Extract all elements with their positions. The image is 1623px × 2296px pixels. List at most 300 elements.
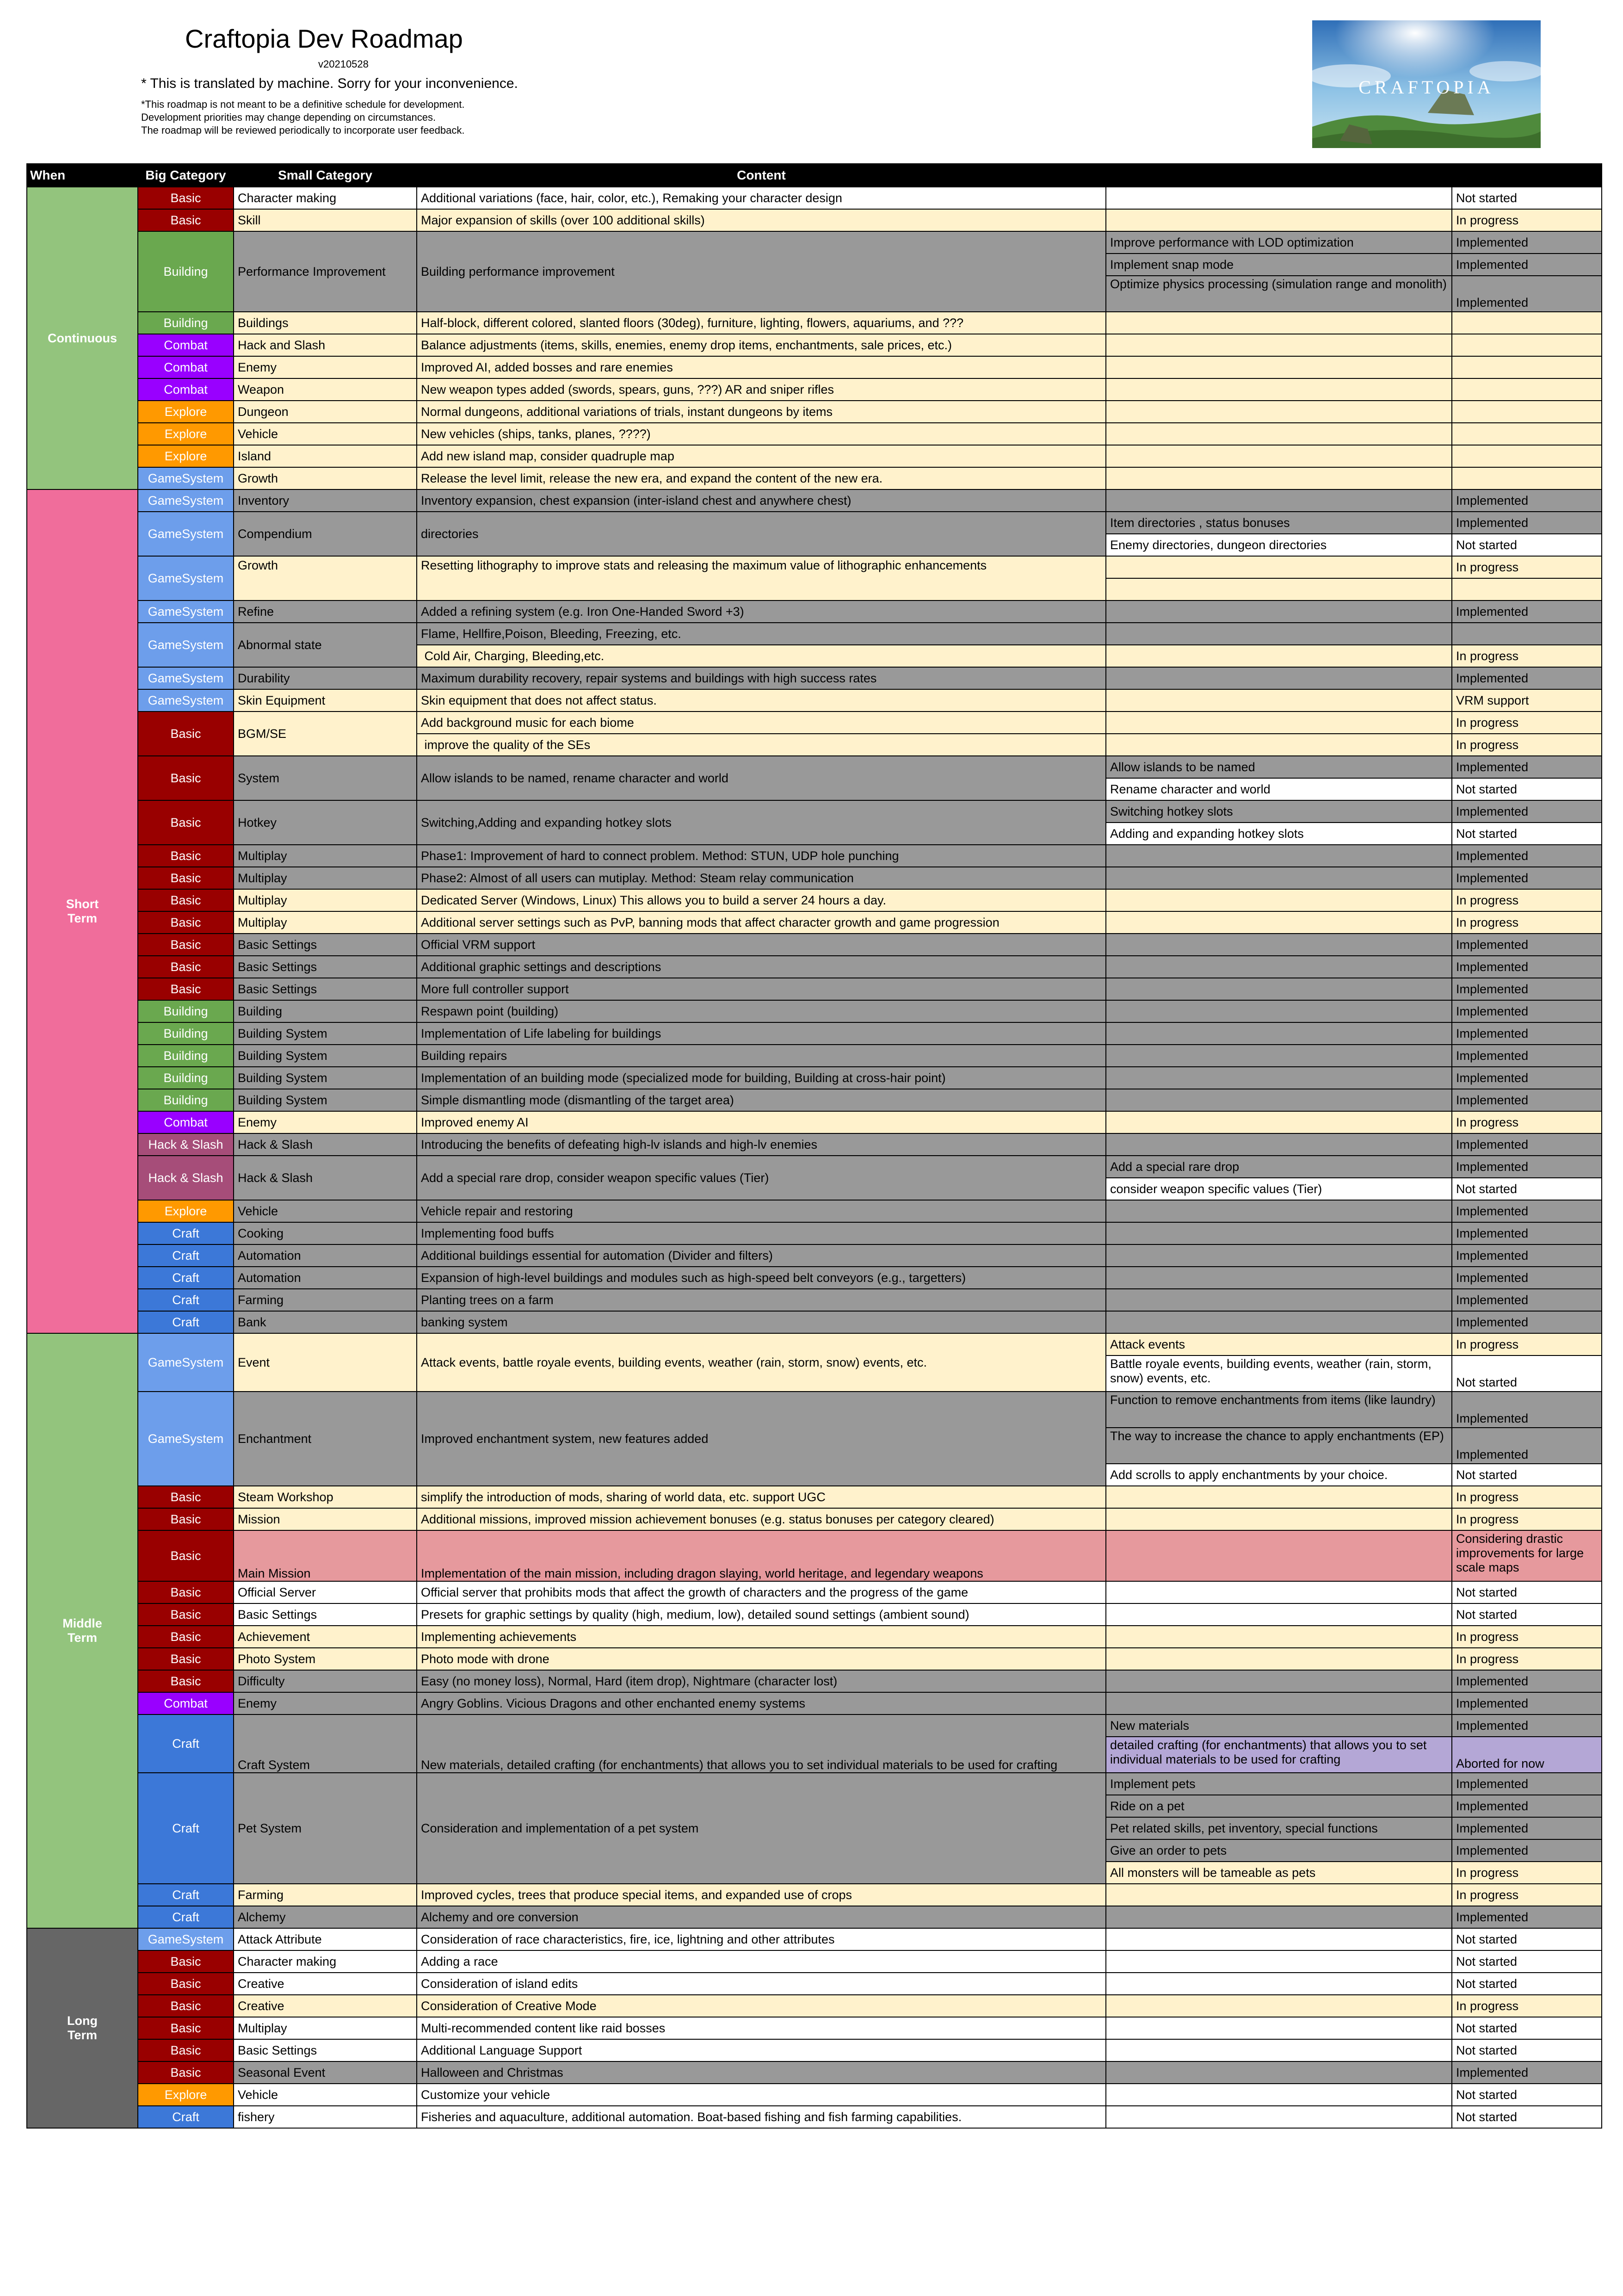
big-category-cell: Combat: [138, 1692, 234, 1714]
detail-cell: [1106, 1530, 1452, 1581]
small-category-cell: Farming: [234, 1289, 417, 1311]
status-cell: Implemented: [1452, 1817, 1602, 1839]
small-category-cell: System: [234, 756, 417, 800]
detail-cell: Ride on a pet: [1106, 1795, 1452, 1817]
detail-cell: Adding and expanding hotkey slots: [1106, 823, 1452, 845]
status-cell: In progress: [1452, 1333, 1602, 1355]
big-category-cell: Explore: [138, 1200, 234, 1222]
status-cell: In progress: [1452, 911, 1602, 934]
table-row: [27, 1581, 1602, 1603]
status-cell: [1452, 378, 1602, 401]
detail-cell: [1106, 1222, 1452, 1244]
big-category-cell: GameSystem: [138, 512, 234, 556]
content-cell: Alchemy and ore conversion: [417, 1906, 1106, 1928]
detail-cell: Attack events: [1106, 1333, 1452, 1355]
table-row: [27, 356, 1602, 378]
detail-cell: [1106, 1670, 1452, 1692]
content-cell: Building performance improvement: [417, 231, 1106, 312]
status-cell: [1452, 334, 1602, 356]
status-cell: In progress: [1452, 645, 1602, 667]
big-category-cell: Craft: [138, 2106, 234, 2128]
big-category-cell: Basic: [138, 1626, 234, 1648]
big-category-cell: Craft: [138, 1311, 234, 1333]
table-row: [27, 756, 1602, 778]
content-cell: Improved cycles, trees that produce special items, and expanded use of crops: [417, 1884, 1106, 1906]
content-cell: Phase2: Almost of all users can mutiplay. Method: Steam relay communication: [417, 867, 1106, 889]
content-cell: Presets for graphic settings by quality (high, medium, low), detailed sound settings (ambient sound): [417, 1603, 1106, 1626]
content-cell: Angry Goblins. Vicious Dragons and other enchanted enemy systems: [417, 1692, 1106, 1714]
detail-cell: [1106, 1692, 1452, 1714]
content-cell: Allow islands to be named, rename character and world: [417, 756, 1106, 800]
disclaimer-line-2: Development priorities may change depending on circumstances.: [141, 111, 436, 123]
status-cell: Not started: [1452, 1355, 1602, 1392]
status-cell: Implemented: [1452, 1839, 1602, 1862]
big-category-cell: Combat: [138, 334, 234, 356]
craftopia-logo: [1312, 20, 1541, 148]
small-category-cell: Building System: [234, 1022, 417, 1045]
status-cell: In progress: [1452, 1626, 1602, 1648]
detail-cell: [1106, 1289, 1452, 1311]
detail-cell: [1106, 1906, 1452, 1928]
status-cell: Not started: [1452, 1581, 1602, 1603]
content-cell: Normal dungeons, additional variations of trials, instant dungeons by items: [417, 401, 1106, 423]
status-cell: Not started: [1452, 1950, 1602, 1973]
table-row: [27, 1603, 1602, 1626]
big-category-cell: Basic: [138, 209, 234, 231]
status-cell: Not started: [1452, 2017, 1602, 2039]
detail-cell: Improve performance with LOD optimization: [1106, 231, 1452, 254]
content-cell: Vehicle repair and restoring: [417, 1200, 1106, 1222]
small-category-cell: Creative: [234, 1973, 417, 1995]
status-cell: Implemented: [1452, 1267, 1602, 1289]
col-status: [1452, 164, 1602, 187]
content-cell: Add background music for each biome: [417, 712, 1106, 734]
big-category-cell: Building: [138, 1089, 234, 1111]
big-category-cell: GameSystem: [138, 489, 234, 512]
status-cell: Implemented: [1452, 934, 1602, 956]
page-title: Craftopia Dev Roadmap: [185, 24, 463, 53]
detail-cell: [1106, 401, 1452, 423]
content-cell: Respawn point (building): [417, 1000, 1106, 1022]
small-category-cell: Building System: [234, 1089, 417, 1111]
table-row: [27, 889, 1602, 911]
detail-cell: [1106, 1311, 1452, 1333]
content-cell: Official VRM support: [417, 934, 1106, 956]
status-cell: Implemented: [1452, 276, 1602, 312]
small-category-cell: Growth: [234, 467, 417, 489]
detail-cell: [1106, 187, 1452, 209]
big-category-cell: Combat: [138, 1111, 234, 1133]
detail-cell: [1106, 667, 1452, 689]
table-row: [27, 689, 1602, 712]
content-cell: simplify the introduction of mods, sharing of world data, etc. support UGC: [417, 1486, 1106, 1508]
table-row: [27, 2017, 1602, 2039]
small-category-cell: Photo System: [234, 1648, 417, 1670]
table-row: [27, 2106, 1602, 2128]
detail-cell: [1106, 845, 1452, 867]
table-row: [27, 667, 1602, 689]
detail-cell: [1106, 1045, 1452, 1067]
detail-cell: [1106, 378, 1452, 401]
big-category-cell: Basic: [138, 1995, 234, 2017]
big-category-cell: Basic: [138, 1486, 234, 1508]
big-category-cell: Hack & Slash: [138, 1133, 234, 1156]
small-category-cell: Mission: [234, 1508, 417, 1530]
big-category-cell: GameSystem: [138, 600, 234, 623]
detail-cell: Implement pets: [1106, 1773, 1452, 1795]
big-category-cell: GameSystem: [138, 667, 234, 689]
content-cell: Release the level limit, release the new era, and expand the content of the new era.: [417, 467, 1106, 489]
big-category-cell: Combat: [138, 378, 234, 401]
status-cell: Implemented: [1452, 1022, 1602, 1045]
content-cell: banking system: [417, 1311, 1106, 1333]
table-row: [27, 1508, 1602, 1530]
status-cell: Implemented: [1452, 1045, 1602, 1067]
small-category-cell: Vehicle: [234, 1200, 417, 1222]
table-row: [27, 978, 1602, 1000]
big-category-cell: Basic: [138, 1581, 234, 1603]
detail-cell: Add scrolls to apply enchantments by your choice.: [1106, 1464, 1452, 1486]
table-row: [27, 800, 1602, 823]
big-category-cell: Explore: [138, 445, 234, 467]
detail-cell: Implement snap mode: [1106, 254, 1452, 276]
small-category-cell: Enemy: [234, 356, 417, 378]
status-cell: Implemented: [1452, 1392, 1602, 1428]
detail-cell: [1106, 423, 1452, 445]
detail-cell: [1106, 1089, 1452, 1111]
detail-cell: [1106, 734, 1452, 756]
status-cell: [1452, 423, 1602, 445]
status-cell: In progress: [1452, 1508, 1602, 1530]
small-category-cell: Alchemy: [234, 1906, 417, 1928]
small-category-cell: Bank: [234, 1311, 417, 1333]
big-category-cell: Combat: [138, 356, 234, 378]
detail-cell: [1106, 556, 1452, 578]
table-row: [27, 2039, 1602, 2061]
content-cell: Additional graphic settings and descriptions: [417, 956, 1106, 978]
detail-cell: [1106, 1267, 1452, 1289]
detail-cell: [1106, 2106, 1452, 2128]
detail-cell: [1106, 1000, 1452, 1022]
detail-cell: [1106, 334, 1452, 356]
content-cell: Implementation of Life labeling for buildings: [417, 1022, 1106, 1045]
small-category-cell: Building System: [234, 1045, 417, 1067]
table-row: [27, 231, 1602, 254]
content-cell: Inventory expansion, chest expansion (inter-island chest and anywhere chest): [417, 489, 1106, 512]
content-cell: New materials, detailed crafting (for enchantments) that allows you to set individual materials to be used for crafting: [417, 1714, 1106, 1773]
status-cell: Implemented: [1452, 978, 1602, 1000]
detail-cell: [1106, 356, 1452, 378]
small-category-cell: Creative: [234, 1995, 417, 2017]
detail-cell: [1106, 1648, 1452, 1670]
big-category-cell: GameSystem: [138, 467, 234, 489]
content-cell: Additional Language Support: [417, 2039, 1106, 2061]
content-cell: Added a refining system (e.g. Iron One-Handed Sword +3): [417, 600, 1106, 623]
status-cell: Not started: [1452, 1973, 1602, 1995]
detail-cell: [1106, 1928, 1452, 1950]
content-cell: Photo mode with drone: [417, 1648, 1106, 1670]
table-row: [27, 867, 1602, 889]
big-category-cell: Explore: [138, 423, 234, 445]
content-cell: Skin equipment that does not affect status.: [417, 689, 1106, 712]
status-cell: Not started: [1452, 1928, 1602, 1950]
detail-cell: Battle royale events, building events, weather (rain, storm, snow) events, etc.: [1106, 1355, 1452, 1392]
content-cell: Additional missions, improved mission achievement bonuses (e.g. status bonuses per category cleared): [417, 1508, 1106, 1530]
detail-cell: [1106, 2039, 1452, 2061]
table-row: [27, 1973, 1602, 1995]
phase-cell: Long Term: [27, 1928, 138, 2128]
big-category-cell: Building: [138, 231, 234, 312]
table-row: [27, 209, 1602, 231]
small-category-cell: Event: [234, 1333, 417, 1392]
big-category-cell: Basic: [138, 2017, 234, 2039]
small-category-cell: Automation: [234, 1267, 417, 1289]
content-cell: Phase1: Improvement of hard to connect problem. Method: STUN, UDP hole punching: [417, 845, 1106, 867]
big-category-cell: Basic: [138, 1973, 234, 1995]
small-category-cell: Basic Settings: [234, 1603, 417, 1626]
big-category-cell: Basic: [138, 187, 234, 209]
big-category-cell: Basic: [138, 1603, 234, 1626]
detail-cell: [1106, 445, 1452, 467]
content-cell: Resetting lithography to improve stats and releasing the maximum value of lithographic enhancements: [417, 556, 1106, 600]
table-row: [27, 1111, 1602, 1133]
big-category-cell: Explore: [138, 401, 234, 423]
status-cell: Not started: [1452, 1178, 1602, 1200]
detail-cell: Rename character and world: [1106, 778, 1452, 800]
content-cell: Additional buildings essential for automation (Divider and filters): [417, 1244, 1106, 1267]
detail-cell: [1106, 578, 1452, 600]
table-row: [27, 1626, 1602, 1648]
big-category-cell: GameSystem: [138, 1392, 234, 1486]
table-row: [27, 1648, 1602, 1670]
status-cell: In progress: [1452, 1111, 1602, 1133]
status-cell: [1452, 312, 1602, 334]
status-cell: In progress: [1452, 1862, 1602, 1884]
status-cell: Implemented: [1452, 489, 1602, 512]
detail-cell: [1106, 1626, 1452, 1648]
detail-cell: [1106, 1973, 1452, 1995]
roadmap-body: [27, 187, 1602, 2128]
detail-cell: [1106, 911, 1452, 934]
table-row: [27, 1486, 1602, 1508]
detail-cell: [1106, 867, 1452, 889]
detail-cell: [1106, 1950, 1452, 1973]
content-cell: Implementation of an building mode (specialized mode for building, Building at cross-hair point): [417, 1067, 1106, 1089]
small-category-cell: Abnormal state: [234, 623, 417, 667]
table-row: [27, 1311, 1602, 1333]
status-cell: In progress: [1452, 1486, 1602, 1508]
big-category-cell: Craft: [138, 1906, 234, 1928]
small-category-cell: Official Server: [234, 1581, 417, 1603]
detail-cell: [1106, 1244, 1452, 1267]
status-cell: Implemented: [1452, 1244, 1602, 1267]
status-cell: Implemented: [1452, 1089, 1602, 1111]
small-category-cell: Weapon: [234, 378, 417, 401]
detail-cell: [1106, 1111, 1452, 1133]
table-row: [27, 1773, 1602, 1795]
table-row: [27, 712, 1602, 734]
status-cell: Implemented: [1452, 1289, 1602, 1311]
status-cell: Implemented: [1452, 1200, 1602, 1222]
content-cell: Dedicated Server (Windows, Linux) This allows you to build a server 24 hours a day.: [417, 889, 1106, 911]
table-row: [27, 934, 1602, 956]
status-cell: [1452, 356, 1602, 378]
small-category-cell: BGM/SE: [234, 712, 417, 756]
detail-cell: [1106, 312, 1452, 334]
detail-cell: [1106, 1995, 1452, 2017]
table-row: [27, 378, 1602, 401]
detail-cell: [1106, 1133, 1452, 1156]
status-cell: Implemented: [1452, 956, 1602, 978]
detail-cell: [1106, 1486, 1452, 1508]
table-row: [27, 1133, 1602, 1156]
detail-cell: Enemy directories, dungeon directories: [1106, 534, 1452, 556]
detail-cell: [1106, 489, 1452, 512]
big-category-cell: Basic: [138, 756, 234, 800]
small-category-cell: Vehicle: [234, 2084, 417, 2106]
small-category-cell: Hack & Slash: [234, 1156, 417, 1200]
table-row: [27, 623, 1602, 645]
status-cell: Not started: [1452, 534, 1602, 556]
content-cell: Official server that prohibits mods that affect the growth of characters and the progress of the game: [417, 1581, 1106, 1603]
table-row: [27, 1670, 1602, 1692]
col-when: When: [27, 164, 138, 187]
big-category-cell: Explore: [138, 2084, 234, 2106]
disclaimer-line-1: *This roadmap is not meant to be a definitive schedule for development.: [141, 99, 465, 110]
big-category-cell: GameSystem: [138, 689, 234, 712]
status-cell: Implemented: [1452, 1692, 1602, 1714]
table-row: [27, 1884, 1602, 1906]
detail-cell: Optimize physics processing (simulation range and monolith): [1106, 276, 1452, 312]
big-category-cell: Craft: [138, 1222, 234, 1244]
table-row: [27, 1928, 1602, 1950]
content-cell: Additional variations (face, hair, color, etc.), Remaking your character design: [417, 187, 1106, 209]
content-cell: Easy (no money loss), Normal, Hard (item drop), Nightmare (character lost): [417, 1670, 1106, 1692]
detail-cell: [1106, 2061, 1452, 2084]
big-category-cell: Basic: [138, 712, 234, 756]
content-cell: Major expansion of skills (over 100 additional skills): [417, 209, 1106, 231]
table-row: [27, 312, 1602, 334]
status-cell: Not started: [1452, 823, 1602, 845]
big-category-cell: Basic: [138, 2061, 234, 2084]
status-cell: Not started: [1452, 1464, 1602, 1486]
table-row: [27, 556, 1602, 578]
status-cell: Implemented: [1452, 756, 1602, 778]
table-row: [27, 1392, 1602, 1428]
content-cell: directories: [417, 512, 1106, 556]
table-row: [27, 423, 1602, 445]
small-category-cell: Enchantment: [234, 1392, 417, 1486]
table-header-row: [27, 164, 1602, 187]
content-cell: Consideration and implementation of a pet system: [417, 1773, 1106, 1884]
table-row: [27, 1067, 1602, 1089]
table-row: [27, 1333, 1602, 1355]
detail-cell: Add a special rare drop: [1106, 1156, 1452, 1178]
small-category-cell: Cooking: [234, 1222, 417, 1244]
table-row: [27, 1692, 1602, 1714]
detail-cell: [1106, 1884, 1452, 1906]
content-cell: Consideration of Creative Mode: [417, 1995, 1106, 2017]
detail-cell: [1106, 934, 1452, 956]
content-cell: Balance adjustments (items, skills, enemies, enemy drop items, enchantments, sale prices, etc.): [417, 334, 1106, 356]
small-category-cell: Performance Improvement: [234, 231, 417, 312]
content-cell: improve the quality of the SEs: [417, 734, 1106, 756]
status-cell: In progress: [1452, 209, 1602, 231]
table-row: [27, 1906, 1602, 1928]
small-category-cell: Craft System: [234, 1714, 417, 1773]
small-category-cell: Pet System: [234, 1773, 417, 1884]
big-category-cell: Craft: [138, 1714, 234, 1773]
detail-cell: All monsters will be tameable as pets: [1106, 1862, 1452, 1884]
col-content: Content: [417, 164, 1106, 187]
content-cell: Building repairs: [417, 1045, 1106, 1067]
detail-cell: detailed crafting (for enchantments) that allows you to set individual materials to be used for crafting: [1106, 1737, 1452, 1773]
big-category-cell: Basic: [138, 845, 234, 867]
detail-cell: [1106, 1603, 1452, 1626]
big-category-cell: Building: [138, 1045, 234, 1067]
status-cell: Not started: [1452, 1603, 1602, 1626]
detail-cell: Pet related skills, pet inventory, special functions: [1106, 1817, 1452, 1839]
content-cell: Halloween and Christmas: [417, 2061, 1106, 2084]
content-cell: New vehicles (ships, tanks, planes, ????): [417, 423, 1106, 445]
detail-cell: [1106, 209, 1452, 231]
status-cell: Implemented: [1452, 1067, 1602, 1089]
content-cell: Attack events, battle royale events, building events, weather (rain, storm, snow) events, etc.: [417, 1333, 1106, 1392]
col-detail: [1106, 164, 1452, 187]
detail-cell: [1106, 1200, 1452, 1222]
detail-cell: The way to increase the chance to apply enchantments (EP): [1106, 1428, 1452, 1464]
big-category-cell: Building: [138, 1022, 234, 1045]
small-category-cell: Character making: [234, 187, 417, 209]
small-category-cell: Enemy: [234, 1111, 417, 1133]
detail-cell: [1106, 623, 1452, 645]
detail-cell: [1106, 1581, 1452, 1603]
small-category-cell: Buildings: [234, 312, 417, 334]
small-category-cell: Inventory: [234, 489, 417, 512]
big-category-cell: GameSystem: [138, 556, 234, 600]
detail-cell: Give an order to pets: [1106, 1839, 1452, 1862]
big-category-cell: Building: [138, 1000, 234, 1022]
small-category-cell: Skill: [234, 209, 417, 231]
status-cell: [1452, 578, 1602, 600]
content-cell: Improved AI, added bosses and rare enemies: [417, 356, 1106, 378]
col-big-category: Big Category: [138, 164, 234, 187]
small-category-cell: Multiplay: [234, 2017, 417, 2039]
table-row: [27, 1222, 1602, 1244]
big-category-cell: Basic: [138, 1670, 234, 1692]
status-cell: In progress: [1452, 1648, 1602, 1670]
status-cell: Aborted for now: [1452, 1737, 1602, 1773]
table-row: [27, 1200, 1602, 1222]
status-cell: Implemented: [1452, 1156, 1602, 1178]
detail-cell: [1106, 1508, 1452, 1530]
content-cell: Customize your vehicle: [417, 2084, 1106, 2106]
content-cell: New weapon types added (swords, spears, guns, ???) AR and sniper rifles: [417, 378, 1106, 401]
big-category-cell: Building: [138, 1067, 234, 1089]
small-category-cell: Achievement: [234, 1626, 417, 1648]
detail-cell: Function to remove enchantments from items (like laundry): [1106, 1392, 1452, 1428]
detail-cell: consider weapon specific values (Tier): [1106, 1178, 1452, 1200]
small-category-cell: Building System: [234, 1067, 417, 1089]
content-cell: Add new island map, consider quadruple map: [417, 445, 1106, 467]
table-row: [27, 911, 1602, 934]
content-cell: Multi-recommended content like raid bosses: [417, 2017, 1106, 2039]
small-category-cell: Enemy: [234, 1692, 417, 1714]
content-cell: Implementing achievements: [417, 1626, 1106, 1648]
small-category-cell: Automation: [234, 1244, 417, 1267]
content-cell: Additional server settings such as PvP, banning mods that affect character growth and game progression: [417, 911, 1106, 934]
detail-cell: Item directories , status bonuses: [1106, 512, 1452, 534]
